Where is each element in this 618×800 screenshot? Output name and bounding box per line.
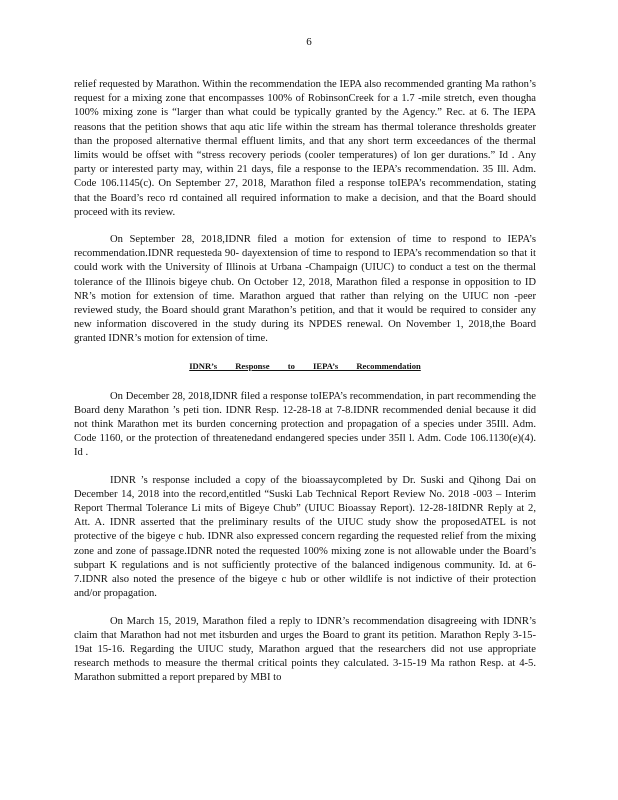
section-heading — [74, 360, 536, 372]
section-heading-text: IDNR’s Response to IEPA’s Recommendation — [189, 360, 421, 371]
paragraph-idnr-extension: On September 28, 2018,IDNR filed a motion for extension of time to respond to IEPA’s recommendation.IDNR requesteda 90- dayextension of time to respond to IEPA’s recommendation so that it could work with the University of Illinois at Urbana -Champaign (UIUC) to conduct a test on the thermal tolerance of the Illinois bigeye chub. On October 12, 2018, Marathon filed a response in opposition to ID NR’s motion for extension of time. Marathon argued that rather than relying on the UIUC non -peer reviewed study, the Board should grant Marathon’s petition, and that it would be required to consider any new information discovered in the study during its NPDES renewal. On November 1, 2018,the Board granted IDNR’s motion for extension of time. — [74, 234, 536, 345]
page-number: 6 — [306, 36, 312, 48]
paragraph-iepa-recommendation: relief requested by Marathon. Within the recommendation the IEPA also recommended granting Ma rathon’s request for a mixing zone that encompasses 100% of RobinsonCreek for a 1.7 -mile stretch, even thougha 100% mixing zone is “larger than what could be typically granted by the Agency.” Rec. at 6. The IEPA reasons that the petition shows that aqu atic life within the stream has thermal tolerance thresholds greater than the proposed alternative thermal effluent limits, and that any short term exceedances of the thermal limits would be offset with “stress recovery periods (cooler temperatures) of lon ger durations.” Id . Any party or interested party may, within 21 days, file a response to the IEPA’s recommendation. 35 Ill. Adm. Code 106.1145(c). On September 27, 2018, Marathon filed a response toIEPA’s recommendation, stating that the Board’s reco rd contained all required information to make a decision, and that the Board should proceed with its review. — [74, 79, 536, 218]
paragraph-marathon-reply: On March 15, 2019, Marathon filed a reply to IDNR’s recommendation disagreeing with IDNR’s claim that Marathon had not met itsburden and urges the Board to grant its petition. Marathon Reply 3-15-19at 15-16. Regarding the UIUC study, Marathon argued that the researchers did not use appropriate research methods to measure the thermal critical points they calculated. 3-15-19 Ma rathon Resp. at 4-5. Marathon submitted a report prepared by MBI to — [74, 615, 536, 684]
paragraph-idnr-response: On December 28, 2018,IDNR filed a response toIEPA’s recommendation, in part recommending the Board deny Marathon ’s peti tion. IDNR Resp. 12-28-18 at 7-8.IDNR recommended denial because it did not think Marathon met its burden concerning protection and propagation of a species under 35Ill. Adm. Code 1160, or the protection of threatenedand endangered species under 35Il l. Adm. Code 106.1130(e)(4). Id . — [74, 390, 536, 459]
paragraph-bioassay: IDNR ’s response included a copy of the bioassaycompleted by Dr. Suski and Qihong Dai on December 14, 2018 into the record,entitled “Suski Lab Technical Report Review No. 2018 -003 – Interim Report Thermal Tolerance Li mits of Bigeye Chub” (UIUC Bioassay Report). 12-28-18IDNR Reply at 2, Att. A. IDNR asserted that the preliminary results of the UIUC study show the proposedATEL is not protective of the bigeye c hub. IDNR also expressed concern regarding the requested relief from the mixing zone and zone of passage.IDNR noted the requested 100% mixing zone is not allowable under the Board’s subpart K regulations and is not sufficiently protective of the balanced indigenous community. Id. at 6- 7.IDNR also noted the presence of the bigeye c hub or other wildlife is not indictive of their protection and/or propagation. — [74, 474, 536, 600]
document-body — [74, 78, 536, 699]
